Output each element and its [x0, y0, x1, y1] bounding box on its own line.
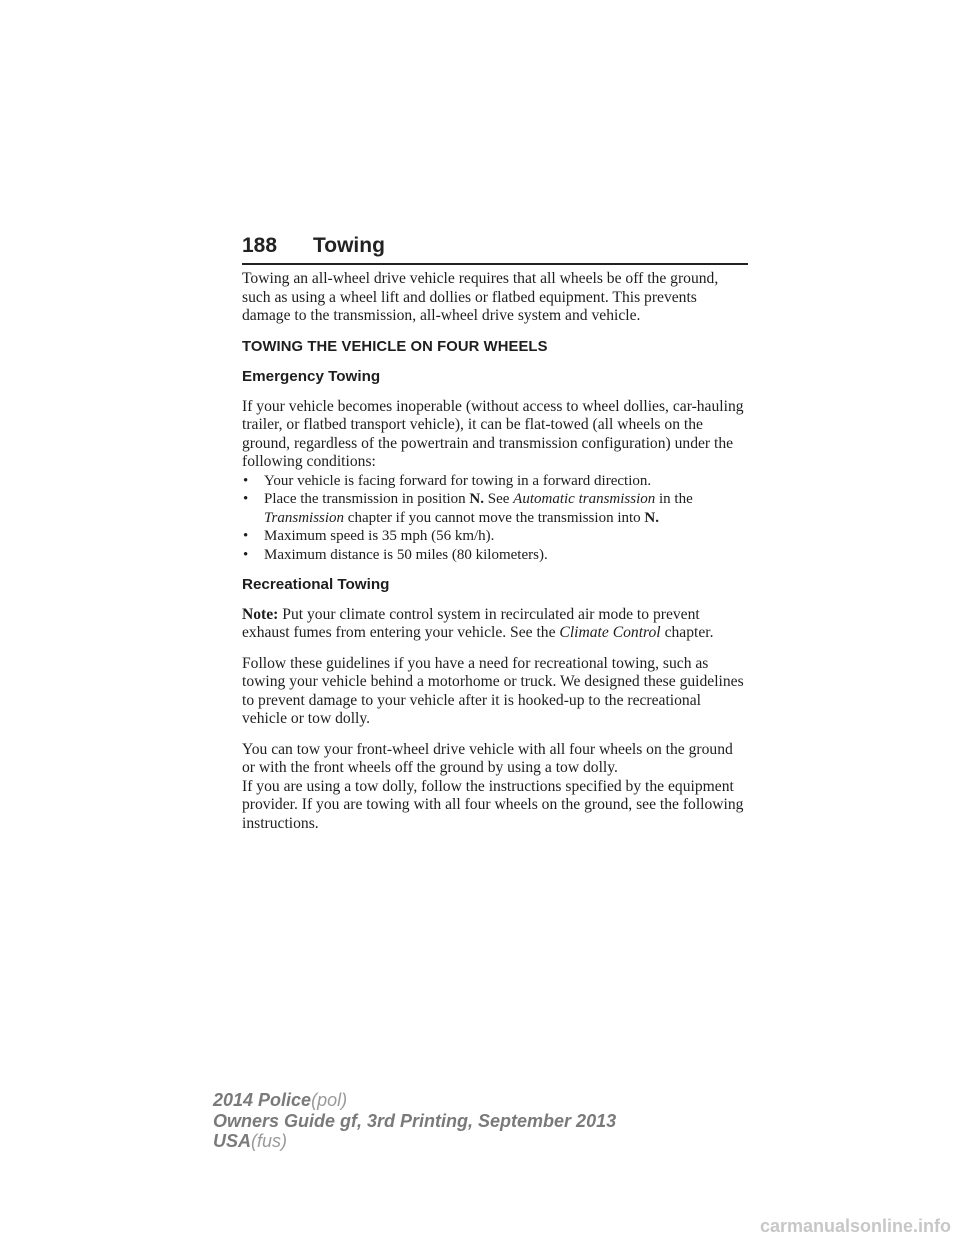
- footer-line: [213, 1131, 616, 1152]
- gear-position: N.: [469, 491, 484, 507]
- list-item-text: Maximum speed is 35 mph (56 km/h).: [264, 528, 495, 544]
- emergency-towing-paragraph: If your vehicle becomes inoperable (without access to wheel dollies, car-hauling trailer, or flatbed transport vehicle), it can be flat-towed (all wheels on the ground, regardless of the powertrain and transmission configuration) under the following conditions:: [242, 397, 744, 470]
- page-number: 188: [242, 234, 278, 257]
- bullet-icon: •: [243, 528, 249, 544]
- footer-line: [213, 1090, 616, 1111]
- emergency-towing-heading: Emergency Towing: [242, 368, 381, 385]
- list-item-text: See: [487, 491, 510, 507]
- note-label: Note:: [242, 605, 279, 623]
- cross-reference: Climate Control: [559, 624, 661, 641]
- bullet-icon: •: [243, 546, 249, 563]
- list-item: [242, 472, 748, 491]
- page-header: [242, 232, 748, 265]
- list-item-text: chapter if you cannot move the transmission into: [347, 509, 641, 526]
- footer-market: USA: [213, 1131, 252, 1151]
- section-heading: TOWING THE VEHICLE ON FOUR WHEELS: [242, 338, 548, 355]
- list-item-text: Maximum distance is 50 miles (80 kilometers).: [264, 546, 548, 563]
- list-item: [242, 490, 748, 527]
- watermark: carmanualsonline.info: [760, 1216, 952, 1236]
- page-content: [242, 270, 748, 845]
- footer-printing: Owners Guide gf, 3rd Printing, September 2013: [213, 1110, 617, 1131]
- footer-code: (fus): [251, 1131, 288, 1151]
- cross-reference: Automatic transmission: [513, 491, 656, 507]
- print-footer: [213, 1090, 616, 1152]
- list-item-text: in the: [659, 491, 693, 507]
- intro-paragraph: Towing an all-wheel drive vehicle requires that all wheels be off the ground, such as using a wheel lift and dollies or flatbed equipment. This prevents damage to the transmission, all-wheel drive system and vehicle.: [242, 270, 719, 324]
- conditions-list: [242, 472, 748, 565]
- recreational-towing-heading: Recreational Towing: [242, 576, 390, 593]
- list-item: [242, 546, 748, 565]
- section-title: Towing: [313, 234, 385, 257]
- gear-position: N.: [644, 509, 659, 526]
- note-text: Put your climate control system in recirculated air mode to prevent exhaust fumes from entering your vehicle. See the: [242, 605, 700, 641]
- note-paragraph: [242, 606, 748, 643]
- paragraph-text: You can tow your front-wheel drive vehicle with all four wheels on the ground or with the front wheels off the ground by using a tow dolly.: [242, 740, 733, 776]
- bullet-icon: •: [243, 491, 249, 507]
- note-text: chapter.: [664, 624, 714, 641]
- bullet-icon: •: [243, 472, 249, 489]
- footer-code: (pol): [311, 1090, 348, 1110]
- tow-dolly-paragraph: [242, 741, 748, 834]
- cross-reference: Transmission: [264, 509, 345, 526]
- paragraph-text: If you are using a tow dolly, follow the instructions specified by the equipment provider. If you are towing with all four wheels on the ground, see the following instructions.: [242, 777, 744, 832]
- list-item: [242, 527, 748, 546]
- footer-model: 2014 Police: [213, 1090, 312, 1110]
- list-item-text: Place the transmission in position: [264, 491, 466, 507]
- list-item-text: Your vehicle is facing forward for towing in a forward direction.: [264, 472, 652, 489]
- guidelines-paragraph: Follow these guidelines if you have a need for recreational towing, such as towing your vehicle behind a motorhome or truck. We designed these guidelines to prevent damage to your vehicle after it is hooked-up to the recreational vehicle or tow dolly.: [242, 654, 744, 727]
